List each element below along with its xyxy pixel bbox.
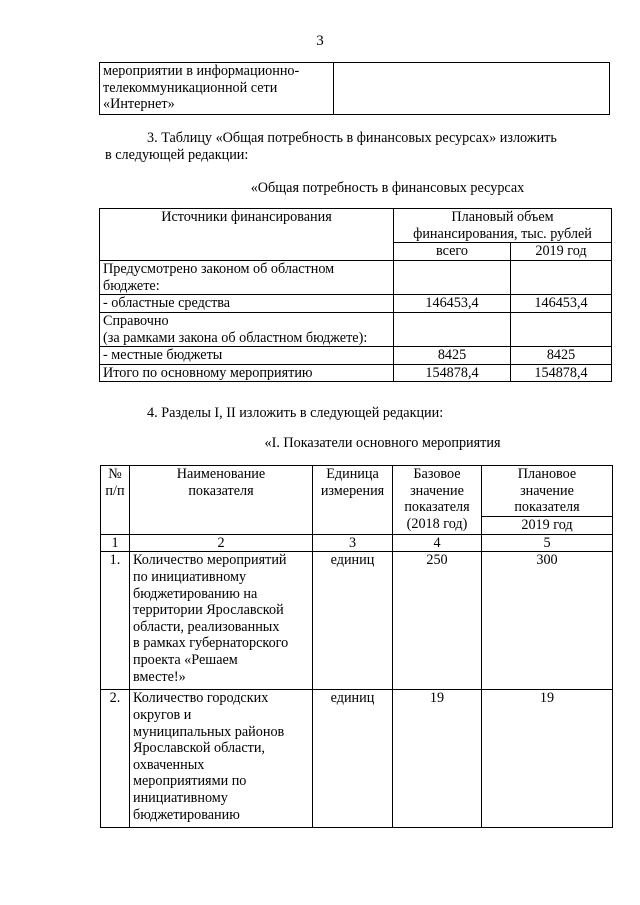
row-name [130, 690, 313, 828]
text-line: телекоммуникационной сети [103, 79, 278, 96]
header-sources: Источники финансирования [100, 209, 394, 261]
text-line: измерения [320, 482, 385, 499]
text-line: бюджетированию на [133, 585, 258, 602]
financing-table [99, 208, 612, 382]
page-number: 3 [316, 33, 324, 49]
text-line: значение [520, 482, 574, 499]
row-unit: единиц [313, 690, 393, 828]
text-line: территории Ярославской [133, 602, 284, 619]
text-line: Справочно [103, 312, 169, 329]
text-line: мероприятиями по [133, 773, 247, 790]
column-number: 3 [313, 534, 393, 552]
header-unit [313, 466, 393, 535]
header-year: 2019 год [511, 243, 612, 261]
header-num [101, 466, 130, 535]
header-name [130, 466, 313, 535]
text-line: в рамках губернаторского [133, 635, 289, 652]
row-total [394, 312, 511, 346]
column-number: 2 [130, 534, 313, 552]
row-label: - областные средства [100, 295, 394, 313]
text-line: бюджетированию [133, 806, 240, 823]
text-line: (2018 год) [406, 515, 468, 532]
text-line: показателя [514, 499, 580, 516]
section3-line1: 3. Таблицу «Общая потребность в финансовых ресурсах» изложить [147, 130, 557, 146]
row-label: Итого по основному мероприятию [100, 364, 394, 382]
text-line: № [108, 466, 122, 482]
row-plan: 300 [482, 552, 613, 690]
row-label: - местные бюджеты [100, 347, 394, 365]
text-line: значение [410, 482, 464, 499]
text-line: «Интернет» [103, 96, 175, 113]
section3-line2: в следующей редакции: [105, 146, 249, 163]
section3-paragraph [105, 130, 610, 163]
text-line: бюджете: [103, 277, 160, 294]
row-plan: 19 [482, 690, 613, 828]
row-year: 146453,4 [511, 295, 612, 313]
row-year: 154878,4 [511, 364, 612, 382]
text-line: Количество мероприятий [133, 552, 287, 569]
row-year [511, 312, 612, 346]
row-base: 19 [393, 690, 482, 828]
text-line: муниципальных районов [133, 723, 285, 740]
text-line: Базовое [413, 466, 461, 482]
row-year: 8425 [511, 347, 612, 365]
text-line: Единица [326, 466, 379, 482]
row-base: 250 [393, 552, 482, 690]
row-name [130, 552, 313, 690]
text-line: вместе!» [133, 668, 186, 685]
row-num: 2. [101, 690, 130, 828]
row-num: 1. [101, 552, 130, 690]
text-line: Плановое [517, 466, 577, 482]
text-line: инициативному [133, 789, 228, 806]
text-line: проекта «Решаем [133, 651, 238, 668]
text-line: Ярославской области, [133, 740, 265, 757]
indicators-table [100, 465, 613, 828]
column-number: 1 [101, 534, 130, 552]
header-plan-year: 2019 год [482, 516, 613, 534]
fin-table-title: «Общая потребность в финансовых ресурсах [250, 180, 525, 196]
section4-line: 4. Разделы I, II изложить в следующей редакции: [147, 405, 444, 421]
header-planned-line: финансирования, тыс. рублей [413, 225, 592, 242]
row-total: 146453,4 [394, 295, 511, 313]
column-number: 5 [482, 534, 613, 552]
header-total: всего [394, 243, 511, 261]
text-line: Предусмотрено законом об областном [103, 261, 335, 278]
column-number: 4 [393, 534, 482, 552]
text-line: п/п [105, 482, 125, 499]
header-planned-line: Плановый объем [451, 209, 554, 225]
text-line: показателя [188, 482, 254, 499]
text-line: округов и [133, 706, 192, 723]
text-line: показателя [404, 499, 470, 516]
row-label [100, 312, 394, 346]
text-line: Наименование [176, 466, 266, 482]
row-label [100, 261, 394, 295]
row-total: 8425 [394, 347, 511, 365]
text-line: по инициативному [133, 568, 247, 585]
header-base [393, 466, 482, 535]
row-unit: единиц [313, 552, 393, 690]
text-line: (за рамками закона об областном бюджете): [103, 329, 368, 346]
row-year [511, 261, 612, 295]
row-total: 154878,4 [394, 364, 511, 382]
text-line: охваченных [133, 756, 205, 773]
text-line: Количество городских [133, 690, 269, 707]
ind-table-title: «I. Показатели основного мероприятия [264, 435, 501, 451]
row-total [394, 261, 511, 295]
continuation-table [99, 62, 610, 115]
header-plan [482, 466, 613, 517]
continuation-empty-cell [334, 63, 610, 115]
text-line: мероприятии в информационно- [103, 63, 300, 79]
text-line: области, реализованных [133, 618, 280, 635]
header-planned [394, 209, 612, 243]
continuation-cell [100, 63, 334, 115]
